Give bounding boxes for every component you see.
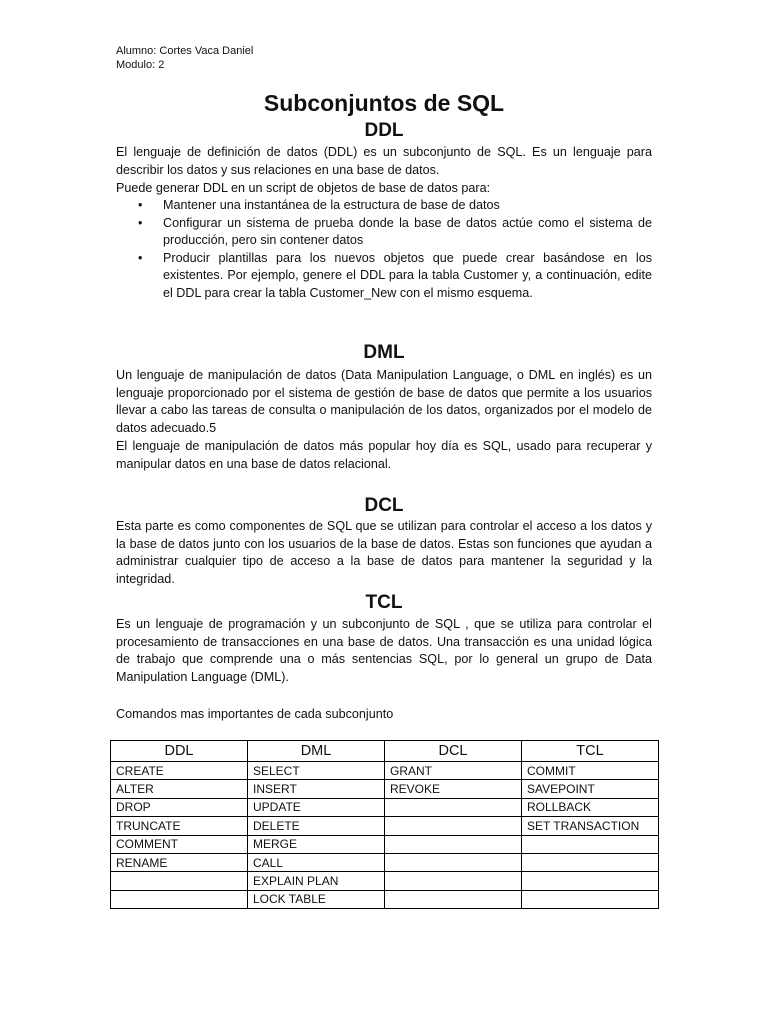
- column-header: DML: [248, 741, 385, 762]
- heading-ddl: DDL: [364, 120, 404, 141]
- table-row: [111, 780, 659, 798]
- table-cell: DELETE: [248, 817, 385, 835]
- table-cell: [111, 890, 248, 908]
- table-cell: DROP: [111, 798, 248, 816]
- page-title: Subconjuntos de SQL: [263, 90, 505, 116]
- table-cell: SAVEPOINT: [522, 780, 659, 798]
- ddl-paragraph-2: Puede generar DDL en un script de objetos de base de datos para:: [116, 181, 491, 195]
- table-caption: Comandos mas importantes de cada subconjunto: [116, 707, 394, 721]
- table-cell: EXPLAIN PLAN: [248, 872, 385, 890]
- column-header: DDL: [111, 741, 248, 762]
- list-item: • Producir plantillas para los nuevos objetos que puede crear basándose en los existentes. Por ejemplo, genere el DDL para la tabla Customer y, a continuación, edite el DDL para crear la tabla Customer_New con el mismo esquema.: [138, 250, 652, 300]
- table-cell: [385, 853, 522, 871]
- heading-dcl: DCL: [364, 495, 404, 516]
- table-cell: GRANT: [385, 762, 522, 780]
- list-item: • Configurar un sistema de prueba donde la base de datos actúe como el sistema de producción, pero sin contener datos: [138, 215, 652, 248]
- table-row: [111, 835, 659, 853]
- table-cell: INSERT: [248, 780, 385, 798]
- dcl-paragraph-1: Esta parte es como componentes de SQL que se utilizan para controlar el acceso a los datos y la base de datos junto con los usuarios de la base de datos. Estas son funciones que ayudan a administrar cualquier tipo de acceso a la base de datos para mantener la seguridad y la integridad.: [116, 519, 652, 586]
- table-row: [111, 890, 659, 908]
- table-cell: SELECT: [248, 762, 385, 780]
- column-header: DCL: [385, 741, 522, 762]
- table-row: [111, 817, 659, 835]
- table-cell: ROLLBACK: [522, 798, 659, 816]
- table-cell: [385, 817, 522, 835]
- table-header-row: [111, 741, 659, 762]
- table-cell: [385, 835, 522, 853]
- table-cell: LOCK TABLE: [248, 890, 385, 908]
- table-cell: [522, 853, 659, 871]
- table-cell: REVOKE: [385, 780, 522, 798]
- table-cell: RENAME: [111, 853, 248, 871]
- dml-paragraph-1: Un lenguaje de manipulación de datos (Data Manipulation Language, o DML en inglés) es un lenguaje proporcionado por el sistema de gestión de base de datos que permite a los usuarios llevar a cabo las tareas de consulta o manipulación de los datos, organizados por el modelo de datos adecuado.5: [116, 368, 652, 435]
- table-cell: [385, 798, 522, 816]
- table-row: [111, 853, 659, 871]
- table-cell: [111, 872, 248, 890]
- table-cell: CALL: [248, 853, 385, 871]
- table-cell: SET TRANSACTION: [522, 817, 659, 835]
- table-cell: COMMENT: [111, 835, 248, 853]
- dml-paragraph-2: El lenguaje de manipulación de datos más popular hoy día es SQL, usado para recuperar y manipular datos en una base de datos relacional.: [116, 439, 652, 471]
- table-cell: COMMIT: [522, 762, 659, 780]
- module-number: Modulo: 2: [116, 59, 165, 71]
- table-cell: TRUNCATE: [111, 817, 248, 835]
- table-row: [111, 872, 659, 890]
- list-item: • Mantener una instantánea de la estructura de base de datos: [116, 197, 652, 215]
- ddl-bullet-list: [116, 197, 652, 303]
- table-row: [111, 762, 659, 780]
- table-cell: UPDATE: [248, 798, 385, 816]
- commands-table: [110, 740, 659, 909]
- table-cell: [385, 872, 522, 890]
- bullet-icon: •: [138, 198, 143, 212]
- table-cell: [522, 890, 659, 908]
- heading-tcl: TCL: [365, 592, 403, 613]
- table-cell: [522, 835, 659, 853]
- column-header: TCL: [522, 741, 659, 762]
- heading-dml: DML: [363, 342, 405, 363]
- table-cell: [522, 872, 659, 890]
- table-cell: [385, 890, 522, 908]
- bullet-icon: •: [138, 250, 143, 265]
- document-header: [116, 44, 253, 72]
- student-name: Alumno: Cortes Vaca Daniel: [116, 45, 254, 57]
- table-row: [111, 798, 659, 816]
- table-cell: ALTER: [111, 780, 248, 798]
- table-cell: CREATE: [111, 762, 248, 780]
- table-cell: MERGE: [248, 835, 385, 853]
- tcl-paragraph-1: Es un lenguaje de programación y un subconjunto de SQL , que se utiliza para controlar el procesamiento de transacciones en una base de datos. Una transacción es una unidad lógica de trabajo que comprende una o más sentencias SQL, por lo general un grupo de Data Manipulation Language (DML).: [116, 617, 652, 684]
- ddl-paragraph-1: El lenguaje de definición de datos (DDL) es un subconjunto de SQL. Es un lenguaje para describir los datos y sus relaciones en una base de datos.: [116, 145, 652, 177]
- bullet-icon: •: [138, 215, 143, 230]
